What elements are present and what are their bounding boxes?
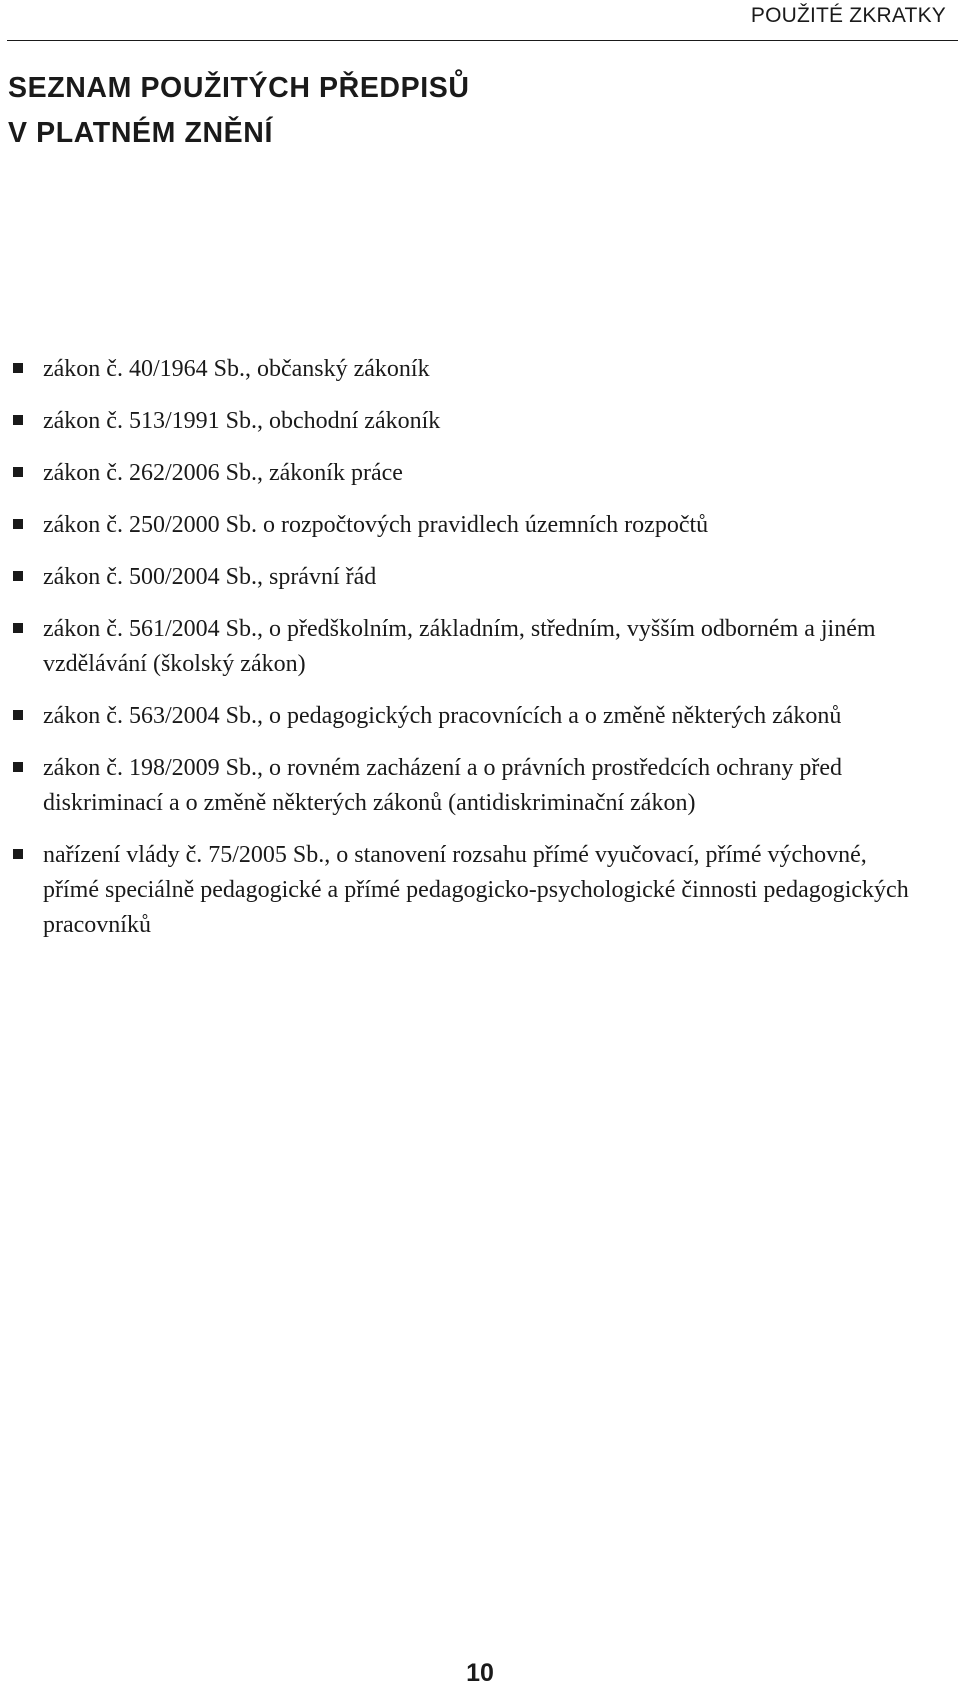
square-bullet-icon — [13, 415, 23, 425]
page-title — [8, 66, 470, 156]
square-bullet-icon — [13, 519, 23, 529]
header-rule — [7, 40, 958, 41]
page-number: 10 — [466, 1659, 494, 1687]
list-item — [0, 352, 960, 387]
square-bullet-icon — [13, 710, 23, 720]
square-bullet-icon — [13, 363, 23, 373]
list-item-text: zákon č. 262/2006 Sb., zákoník práce — [43, 460, 403, 486]
page-title-line-2: V PLATNÉM ZNĚNÍ — [8, 117, 273, 149]
list-item — [0, 404, 960, 439]
list-item — [0, 508, 960, 543]
square-bullet-icon — [13, 571, 23, 581]
square-bullet-icon — [13, 623, 23, 633]
list-item — [0, 612, 960, 682]
square-bullet-icon — [13, 467, 23, 477]
running-header: POUŽITÉ ZKRATKY — [750, 4, 946, 27]
regulation-list — [0, 352, 960, 960]
list-item-text: zákon č. 198/2009 Sb., o rovném zacházení a o právních prostředcích ochrany před diskriminací a o změně některých zákonů (antidiskriminační zákon) — [43, 755, 843, 816]
list-item-text: zákon č. 40/1964 Sb., občanský zákoník — [43, 356, 430, 382]
page-title-line-1: SEZNAM POUŽITÝCH PŘEDPISŮ — [8, 72, 470, 104]
list-item-text: zákon č. 250/2000 Sb. o rozpočtových pravidlech územních rozpočtů — [43, 512, 709, 538]
list-item — [0, 751, 960, 821]
list-item — [0, 560, 960, 595]
square-bullet-icon — [13, 849, 23, 859]
list-item — [0, 699, 960, 734]
list-item-text: zákon č. 500/2004 Sb., správní řád — [43, 564, 377, 590]
square-bullet-icon — [13, 762, 23, 772]
list-item-text: nařízení vlády č. 75/2005 Sb., o stanovení rozsahu přímé vyučovací, přímé výchovné, přímé speciálně pedagogické a přímé pedagogicko-psychologické činnosti pedagogických pracovníků — [43, 842, 909, 938]
list-item — [0, 838, 960, 943]
list-item — [0, 456, 960, 491]
list-item-text: zákon č. 561/2004 Sb., o předškolním, základním, středním, vyšším odborném a jiném vzdělávání (školský zákon) — [43, 616, 876, 677]
list-item-text: zákon č. 563/2004 Sb., o pedagogických pracovnících a o změně některých zákonů — [43, 703, 842, 729]
list-item-text: zákon č. 513/1991 Sb., obchodní zákoník — [43, 408, 441, 434]
